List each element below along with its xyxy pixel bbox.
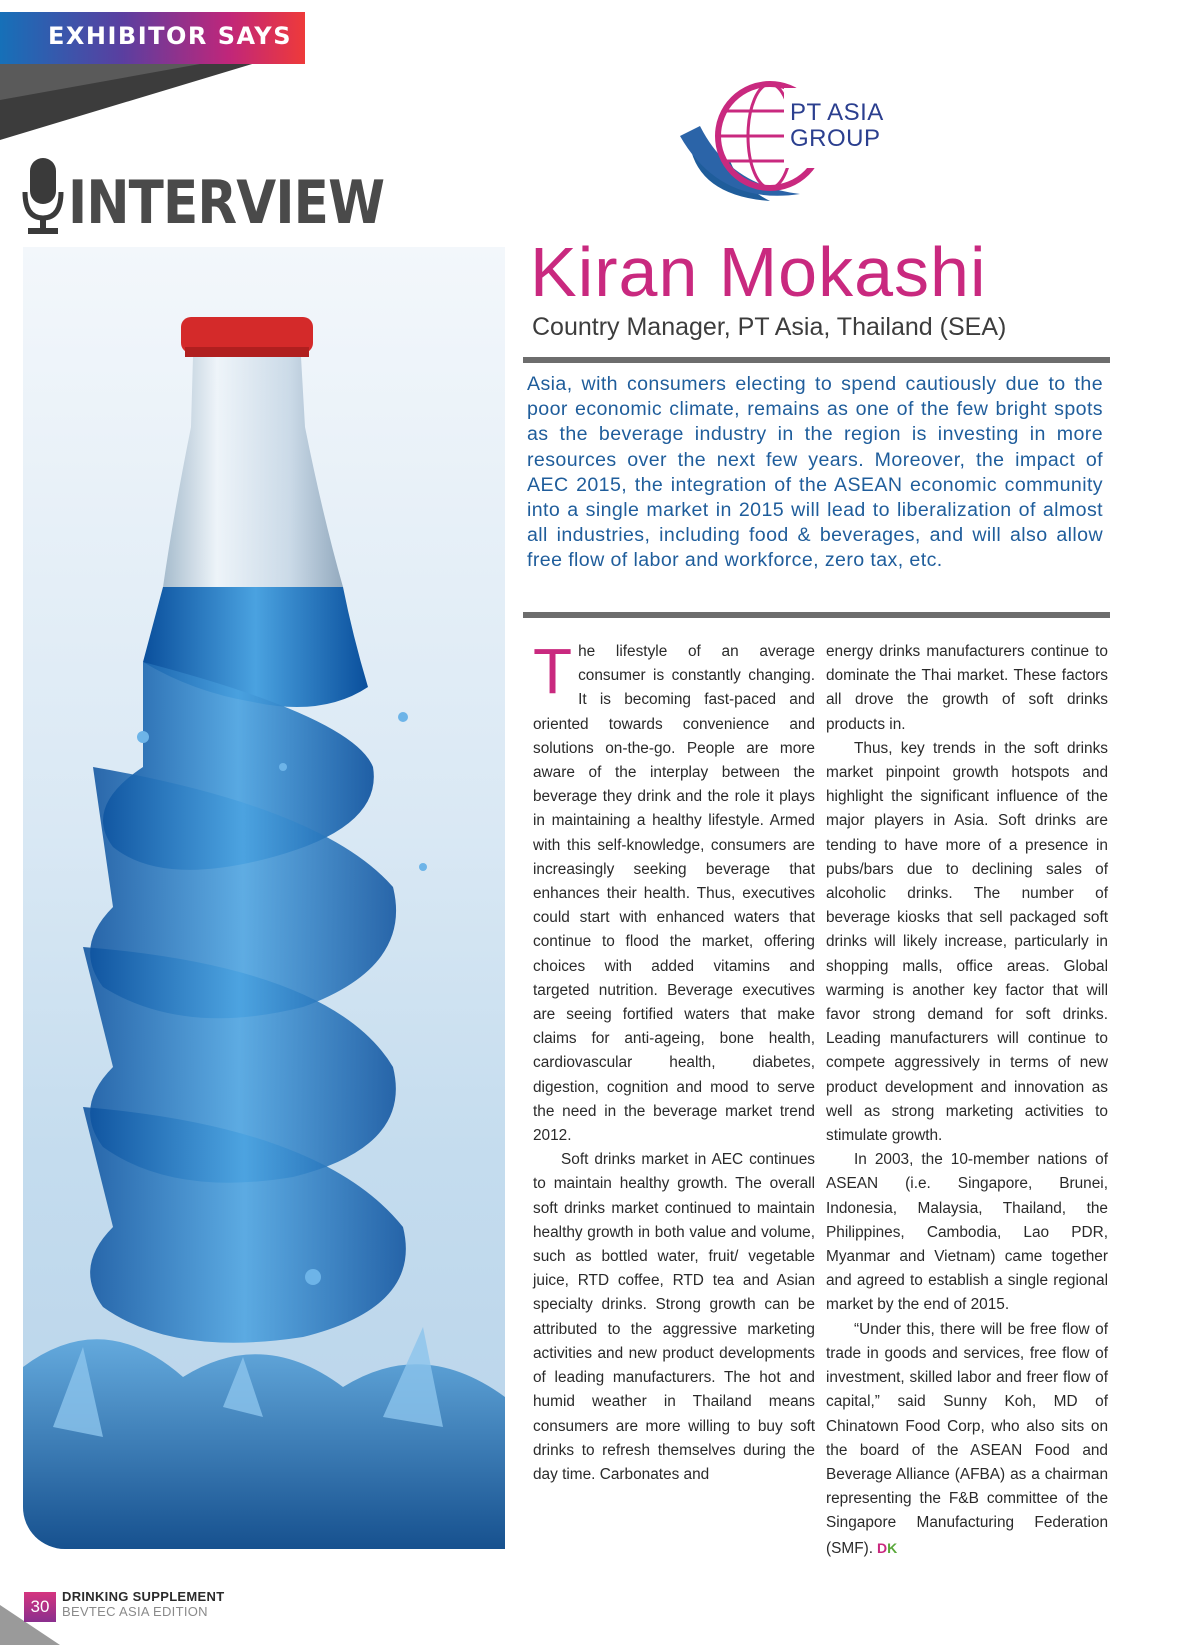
logo-line-1: PT ASIA bbox=[790, 99, 884, 126]
interview-title: INTERVIEW bbox=[68, 168, 385, 238]
publication-edition: BEVTEC ASIA EDITION bbox=[62, 1604, 208, 1619]
paragraph-text: “Under this, there will be free flow of trade in goods and services, free flow of investment, skilled labor and freer flow of capital,” said Sunny Koh, MD of Chinatown Food Corp, who also sits on the board of the ASEAN Food and Beverage Alliance (AFBA) as a chairman representing the F&B committee of the Singapore Manufacturing Federation (SMF). bbox=[826, 1320, 1108, 1557]
publication-title: DRINKING SUPPLEMENT bbox=[62, 1589, 225, 1604]
bottle-illustration bbox=[23, 247, 505, 1549]
paragraph-text: he lifestyle of an average consumer is constantly changing. It is becoming fast-paced and oriented towards convenience and solutions on-the-go. People are more aware of the interplay between the beverage they drink and the role it plays in maintaining a healthy lifestyle. Armed with this self-knowledge, consumers are increasingly seeking beverage that enhances their health. Thus, executives could start with enhanced waters that continue to flood the market, offering choices with added vitamins and targeted nutrition. Beverage executives are seeing fortified waters that make claims for anti-ageing, bone health, cardiovascular health, diabetes, digestion, cognition and mood to serve the need in the beverage market trend 2012. bbox=[533, 643, 815, 1145]
page-number: 30 bbox=[24, 1592, 56, 1622]
end-mark-d: D bbox=[877, 1539, 888, 1556]
paragraph: Thus, key trends in the soft drinks market pinpoint growth hotspots and highlight the significant influence of the major players in Asia. Soft drinks are tending to have more of a presence in pubs/bars due to declining sales of alcoholic drinks. The number of beverage kiosks that sell packaged soft drinks will likely increase, particularly in shopping malls, office areas. Global warming is another key factor that will favor strong demand for soft drinks. Leading manufacturers will continue to compete aggressively in terms of new product development and innovation as well as strong marketing activities to stimulate growth. bbox=[826, 739, 1108, 1145]
paragraph bbox=[533, 635, 815, 1148]
drop-cap: T bbox=[533, 635, 573, 707]
paragraph bbox=[826, 1318, 1108, 1561]
end-mark-k: K bbox=[887, 1539, 898, 1556]
bottle-splash-image bbox=[23, 247, 505, 1549]
intro-paragraph: Asia, with consumers electing to spend cautiously due to the poor economic climate, remains as one of the few bright spots as the beverage industry in the region is investing in more resources over the next few years. Moreover, the impact of AEC 2015, the integration of the ASEAN economic community into a single market in 2015 will lead to liberalization of almost all industries, including food & beverages, and will also allow free flow of labor and workforce, zero tax, etc. bbox=[527, 373, 1103, 572]
article-column-1 bbox=[533, 635, 815, 1487]
paragraph: In 2003, the 10-member nations of ASEAN (i.e. Singapore, Brunei, Indonesia, Malaysia, Thailand, the Philippines, Cambodia, Lao PDR, Myanmar and Vietnam) came together and agreed to establish a single regional market by the end of 2015. bbox=[826, 1151, 1108, 1314]
logo-line-2: GROUP bbox=[790, 125, 881, 152]
dk-end-mark-icon bbox=[877, 1540, 897, 1556]
divider-bottom bbox=[523, 612, 1110, 618]
section-label: EXHIBITOR SAYS bbox=[48, 22, 292, 50]
interviewee-name: Kiran Mokashi bbox=[530, 233, 987, 311]
paragraph: energy drinks manufacturers continue to dominate the Thai market. These factors all drove the growth of soft drinks products in. bbox=[826, 643, 1108, 733]
logo-text bbox=[790, 100, 884, 152]
paragraph: Soft drinks market in AEC continues to maintain healthy growth. The overall soft drinks market continued to maintain healthy growth in both value and volume, such as bottled water, fruit/ vegetable juice, RTD coffee, RTD tea and Asian specialty drinks. Strong growth can be attributed to the aggressive marketing activities and new product developments of leading manufacturers. The hot and humid weather in Thailand means consumers are more willing to buy soft drinks to refresh themselves during the day time. Carbonates and bbox=[533, 1151, 815, 1483]
article-column-2 bbox=[826, 640, 1108, 1561]
interviewee-title: Country Manager, PT Asia, Thailand (SEA) bbox=[532, 313, 1007, 341]
microphone-icon bbox=[22, 158, 64, 238]
divider-top bbox=[523, 357, 1110, 363]
